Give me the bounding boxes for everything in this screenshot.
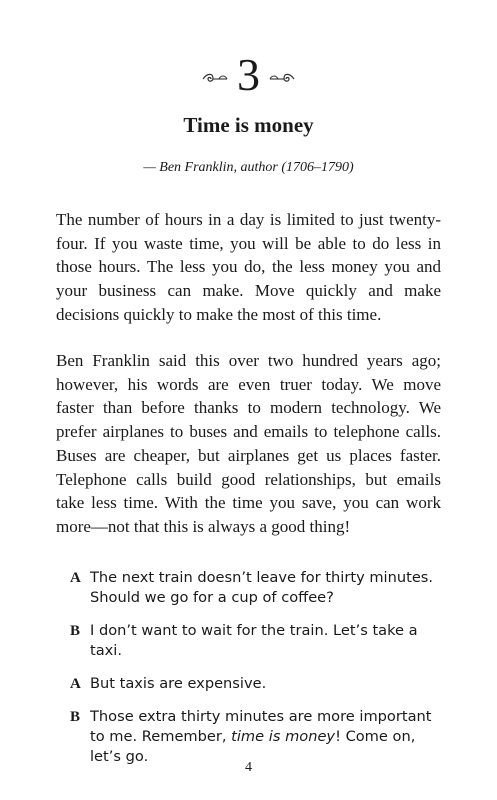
page-number: 4 <box>245 760 252 775</box>
dialogue-line <box>70 674 440 694</box>
dialogue-text-part: ! Come on, let’s go. <box>90 728 416 765</box>
speaker-label: A <box>70 676 81 692</box>
speaker-label: A <box>70 570 81 586</box>
body-paragraph-2: Ben Franklin said this over two hundred years ago; however, his words are even truer today. We move faster than before thanks to modern technology. We prefer airplanes to buses and emails to telephone calls. Buses are cheaper, but airplanes get us places faster. Telephone calls build good relationships, but emails take less time. With the time you save, you can work more—not that this is always a good thing! <box>56 351 441 536</box>
dialogue-text <box>90 707 440 767</box>
speaker-label: B <box>70 623 81 639</box>
dialogue-text: The next train doesn’t leave for thirty minutes. Should we go for a cup of coffee? <box>90 569 434 606</box>
dialogue-line <box>70 568 440 608</box>
dialogue-text: I don’t want to wait for the train. Let’s take a taxi. <box>90 622 418 659</box>
left-flourish-icon <box>201 72 229 86</box>
body-paragraph-1: The number of hours in a day is limited to just twenty-four. If you waste time, you will be able to do less in those hours. The less you do, the less money you and your business can make. Move quickly and make decisions quickly to make the most of this time. <box>56 210 441 324</box>
right-flourish-icon <box>268 72 296 86</box>
dialogue-text-part: Those extra thirty minutes are more important to me. Remember, <box>90 708 432 745</box>
chapter-number: 3 <box>237 49 260 100</box>
attribution-quote: — Ben Franklin, author (1706–1790) <box>143 160 354 175</box>
dialogue <box>70 568 440 780</box>
chapter-heading <box>0 49 497 102</box>
dialogue-line <box>70 707 440 767</box>
dialogue-line <box>70 621 440 661</box>
chapter-title: Time is money <box>183 113 314 137</box>
speaker-label: B <box>70 709 81 725</box>
dialogue-text: But taxis are expensive. <box>90 675 267 692</box>
emphasized-phrase: time is money <box>231 728 336 745</box>
